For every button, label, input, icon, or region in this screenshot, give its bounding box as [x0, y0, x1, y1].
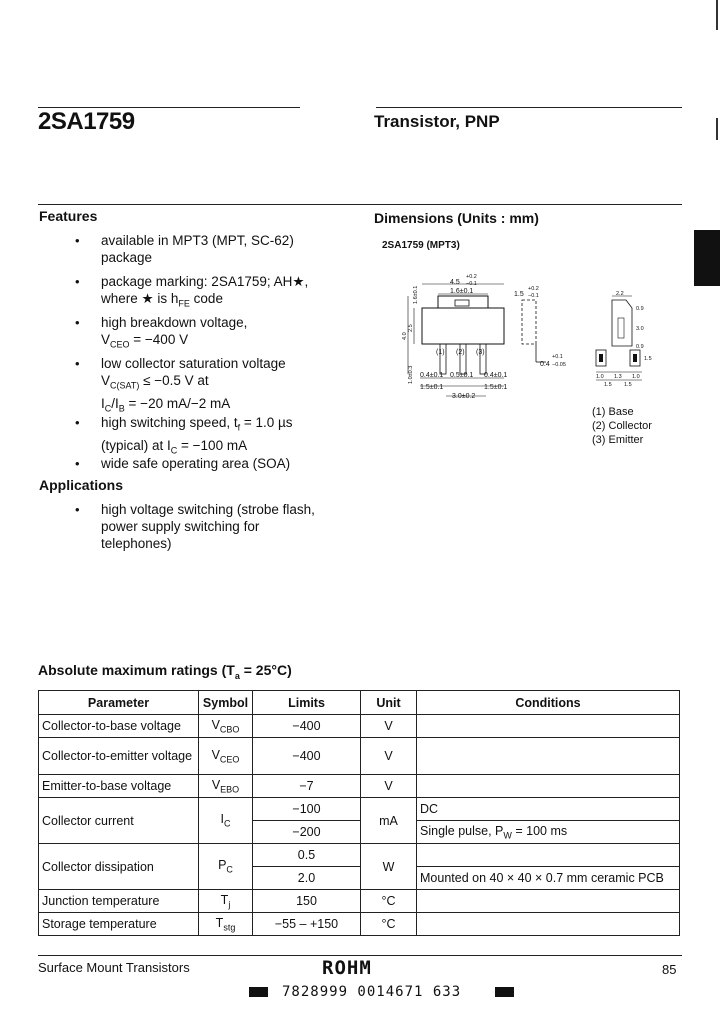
col-header-limits: Limits — [253, 691, 361, 715]
dimensions-heading: Dimensions (Units : mm) — [374, 210, 539, 226]
application-item-1: • high voltage switching (strobe flash, power supply switching for telephones) — [75, 502, 315, 551]
table-row: Collector-to-emitter voltage $V_{CEO}$ −400 V — [39, 738, 680, 775]
dim-h04-tol-m: −0.05 — [552, 362, 566, 368]
section-tab-marker — [694, 230, 720, 286]
dim-w15-tol-p: +0.2 — [528, 286, 539, 292]
pin-legend-collector: (2) Collector — [592, 420, 652, 432]
feature-item-4: • low collector saturation voltage $V_{C(SAT)} \le -0.5$ V at $I_C/I_B = -20$ mA/−2 mA — [75, 356, 286, 414]
applications-heading: Applications — [39, 477, 124, 493]
barcode-block-right — [495, 987, 514, 997]
table-row: Collector-to-base voltage $V_{CBO}$ −400 V — [39, 715, 680, 738]
col-header-unit: Unit — [361, 691, 417, 715]
footprint-pad-2 — [612, 300, 632, 346]
footer-category: Surface Mount Transistors — [38, 960, 190, 975]
table-row: 2.0 Mounted on 40 × 40 × 0.7 mm ceramic PCB — [39, 867, 680, 890]
feature-item-1: • available in MPT3 (MPT, SC-62) package — [75, 233, 294, 265]
fp-dim-09b: 0.9 — [636, 344, 644, 350]
col-header-conditions: Conditions — [417, 691, 680, 715]
package-body-outline — [422, 308, 504, 344]
dim-v10: 1.0±0.3 — [408, 365, 414, 384]
barcode-block-left — [249, 987, 268, 997]
fp-dim-15: 1.5 — [644, 356, 652, 362]
fp-dim-15b: 1.5 — [624, 382, 632, 388]
device-type: Transistor, PNP — [374, 112, 500, 131]
dim-w15: 1.5 — [514, 291, 524, 298]
dim-w16: 1.6±0.1 — [450, 288, 474, 295]
fp-dim-13: 1.3 — [614, 374, 622, 380]
dim-w45-tol-m: −0.1 — [466, 281, 477, 287]
fp-dim-09a: 0.9 — [636, 306, 644, 312]
pin-legend-emitter: (3) Emitter — [592, 434, 644, 446]
pin-legend — [592, 405, 652, 447]
col-header-symbol: Symbol — [199, 691, 253, 715]
ratings-heading: Absolute maximum ratings $(T_a = 25^\circ C)$ — [38, 662, 292, 681]
fp-dim-10a: 1.0 — [596, 374, 604, 380]
pin-num-1: (1) — [436, 349, 445, 356]
dim-w15-tol-m: −0.1 — [528, 293, 539, 299]
star-icon: ★ — [292, 274, 305, 289]
feature-item-6: • wide safe operating area (SOA) — [75, 456, 291, 471]
ratings-table — [38, 690, 680, 936]
pin-num-2: (2) — [456, 349, 465, 356]
barcode-text: 7828999 0014671 633 — [282, 984, 462, 1000]
feature-item-3: • high breakdown voltage, $V_{CEO} = -400$ V — [75, 315, 248, 350]
fp-dim-15a: 1.5 — [604, 382, 612, 388]
dim-h04: 0.4 — [540, 361, 550, 368]
dim-w30: 3.0±0.2 — [452, 393, 476, 400]
features-heading: Features — [39, 208, 98, 224]
feature-item-2: • package marking: 2SA1759; AH★, where ★ is $h_{FE}$ code — [75, 274, 309, 309]
dim-w04a: 0.4±0.1 — [420, 372, 444, 379]
package-marking-box — [455, 300, 469, 306]
dim-v40: 4.0 — [402, 332, 408, 340]
table-header-row — [39, 691, 680, 715]
part-number: 2SA1759 — [38, 108, 135, 135]
table-row: Emitter-to-base voltage $V_{EBO}$ −7 V — [39, 775, 680, 798]
table-row: Junction temperature $T_j$ 150 °C — [39, 890, 680, 913]
page-number: 85 — [662, 962, 677, 977]
package-label: 2SA1759 (MPT3) — [382, 240, 460, 251]
pin-num-3: (3) — [476, 349, 485, 356]
dim-h04-tol-p: +0.1 — [552, 354, 563, 360]
dim-v16: 1.6±0.1 — [413, 285, 419, 304]
dim-w15b: 1.5±0.1 — [484, 384, 508, 391]
table-row: Collector dissipation $P_C$ 0.5 W — [39, 844, 680, 867]
dim-w04b: 0.4±0.1 — [484, 372, 508, 379]
dim-v25: 2.5 — [408, 324, 414, 332]
star-icon: ★ — [141, 291, 154, 306]
col-header-parameter: Parameter — [39, 691, 199, 715]
fp-dim-22: 2.2 — [616, 291, 624, 297]
fp-dim-30: 3.0 — [636, 326, 644, 332]
feature-item-5: • high switching speed, $t_f = 1.0$ µs (typical) at $I_C = -100$ mA — [75, 415, 293, 456]
dim-w15a: 1.5±0.1 — [420, 384, 444, 391]
table-row: Storage temperature $T_{stg}$ −55 – +150 °C — [39, 913, 680, 936]
table-row: −200 Single pulse, $P_W = 100$ ms — [39, 821, 680, 844]
side-view-outline — [522, 300, 536, 344]
pin-legend-base: (1) Base — [592, 406, 634, 418]
table-row: Collector current $I_C$ −100 mA DC — [39, 798, 680, 821]
dim-w45-tol-p: +0.2 — [466, 274, 477, 280]
dim-w05: 0.5±0.1 — [450, 372, 474, 379]
package-dimension-drawing — [380, 270, 670, 406]
dim-w45: 4.5 — [450, 279, 460, 286]
brand-logo: ROHM — [322, 957, 372, 979]
fp-dim-10b: 1.0 — [632, 374, 640, 380]
